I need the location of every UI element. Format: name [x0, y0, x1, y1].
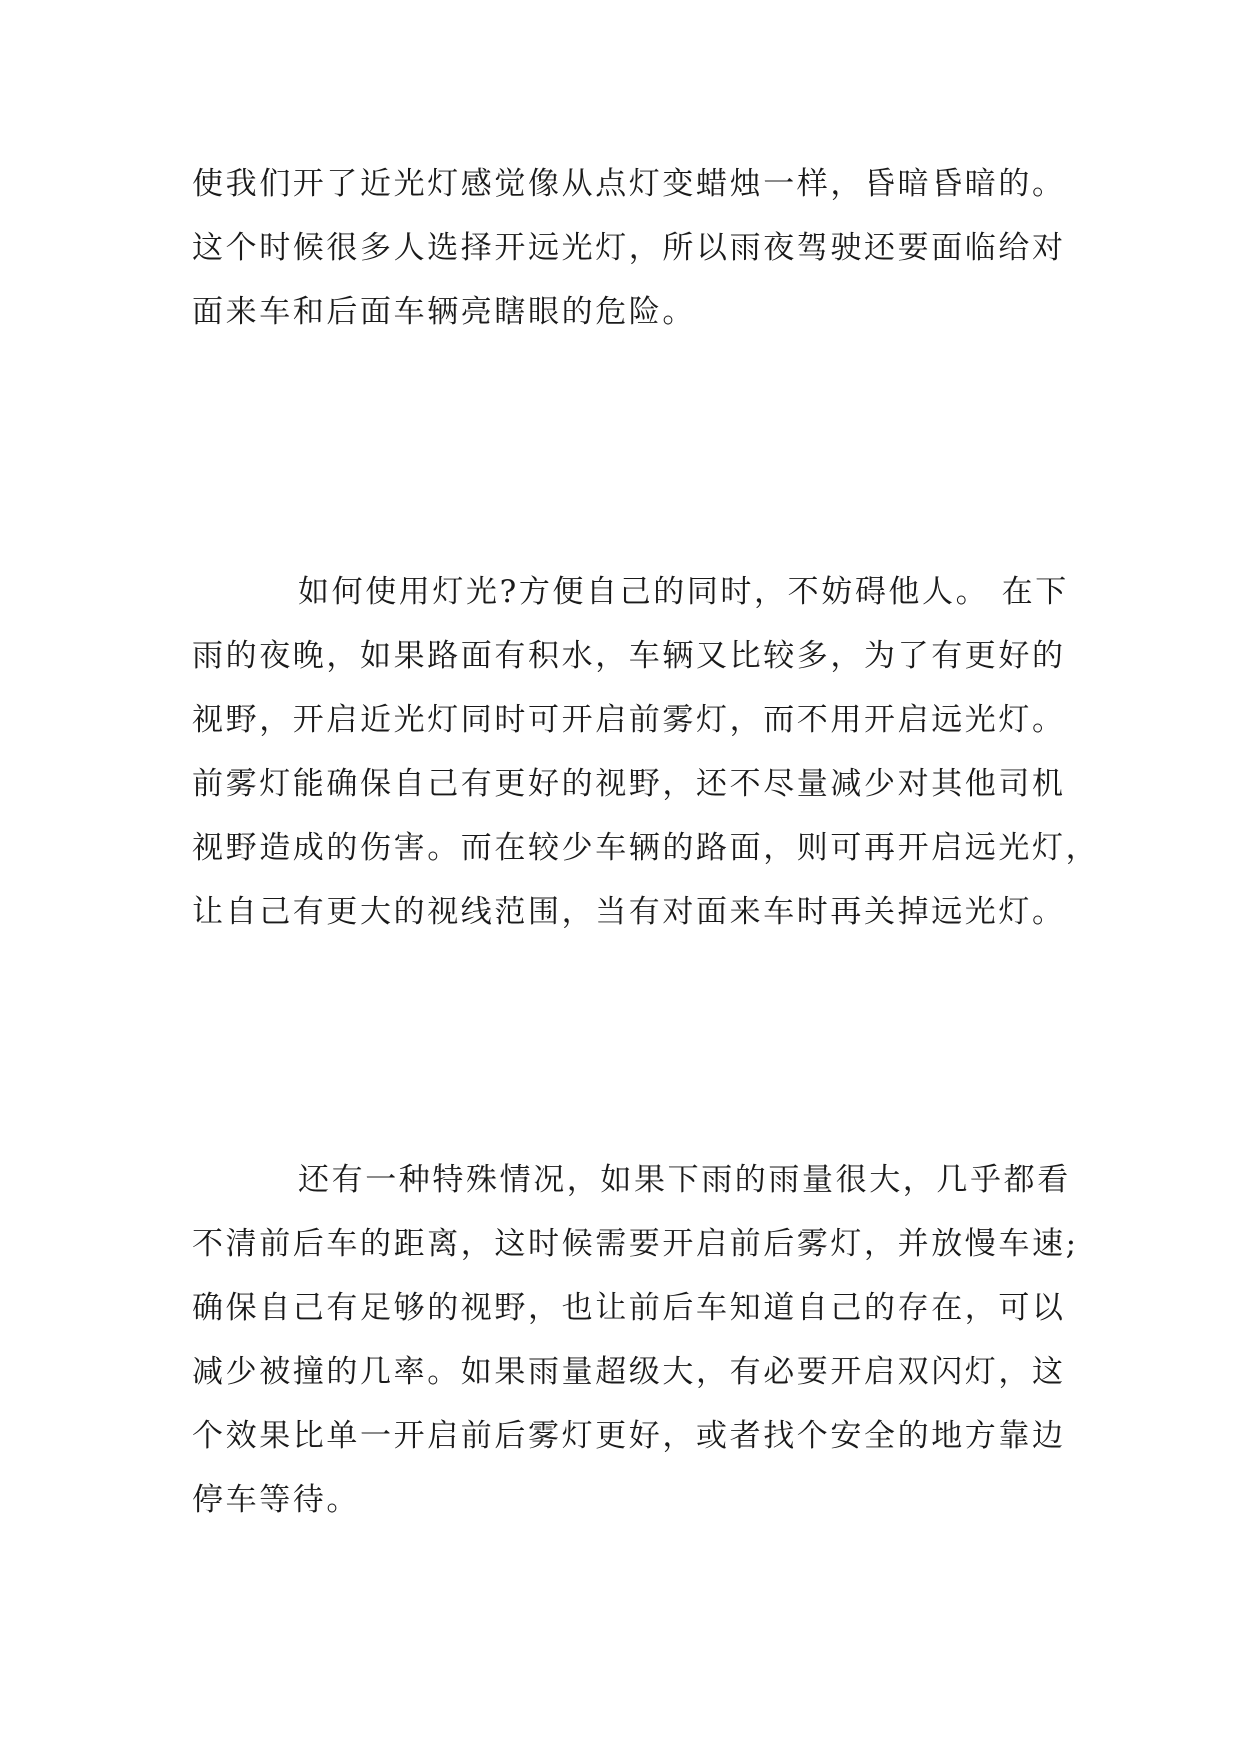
- paragraph-line: 如何使用灯光?方便自己的同时，不妨碍他人。 在下: [298, 574, 1069, 610]
- paragraph-1: [192, 152, 1072, 344]
- paragraph-2: [192, 560, 1100, 944]
- paragraph-line: 停车等待。: [192, 1482, 360, 1518]
- paragraph-line: 个效果比单一开启前后雾灯更好，或者找个安全的地方靠边: [192, 1418, 1066, 1454]
- paragraph-line: 还有一种特殊情况，如果下雨的雨量很大，几乎都看: [298, 1162, 1071, 1198]
- paragraph-line: 视野，开启近光灯同时可开启前雾灯，而不用开启远光灯。: [192, 702, 1066, 738]
- paragraph-line: 减少被撞的几率。如果雨量超级大，有必要开启双闪灯，这: [192, 1354, 1066, 1390]
- paragraph-line: 确保自己有足够的视野，也让前后车知道自己的存在，可以: [192, 1290, 1066, 1326]
- paragraph-3: [192, 1148, 1079, 1532]
- paragraph-line: 使我们开了近光灯感觉像从点灯变蜡烛一样，昏暗昏暗的。: [192, 166, 1066, 202]
- paragraph-line: 让自己有更大的视线范围，当有对面来车时再关掉远光灯。: [192, 894, 1066, 930]
- paragraph-line: 这个时候很多人选择开远光灯，所以雨夜驾驶还要面临给对: [192, 230, 1066, 266]
- paragraph-line: 面来车和后面车辆亮瞎眼的危险。: [192, 294, 696, 330]
- paragraph-line: 前雾灯能确保自己有更好的视野，还不尽量减少对其他司机: [192, 766, 1066, 802]
- paragraph-line: 视野造成的伤害。而在较少车辆的路面，则可再开启远光灯，: [192, 830, 1100, 866]
- paragraph-line: 雨的夜晚，如果路面有积水，车辆又比较多，为了有更好的: [192, 638, 1066, 674]
- paragraph-line: 不清前后车的距离，这时候需要开启前后雾灯，并放慢车速;: [192, 1226, 1079, 1262]
